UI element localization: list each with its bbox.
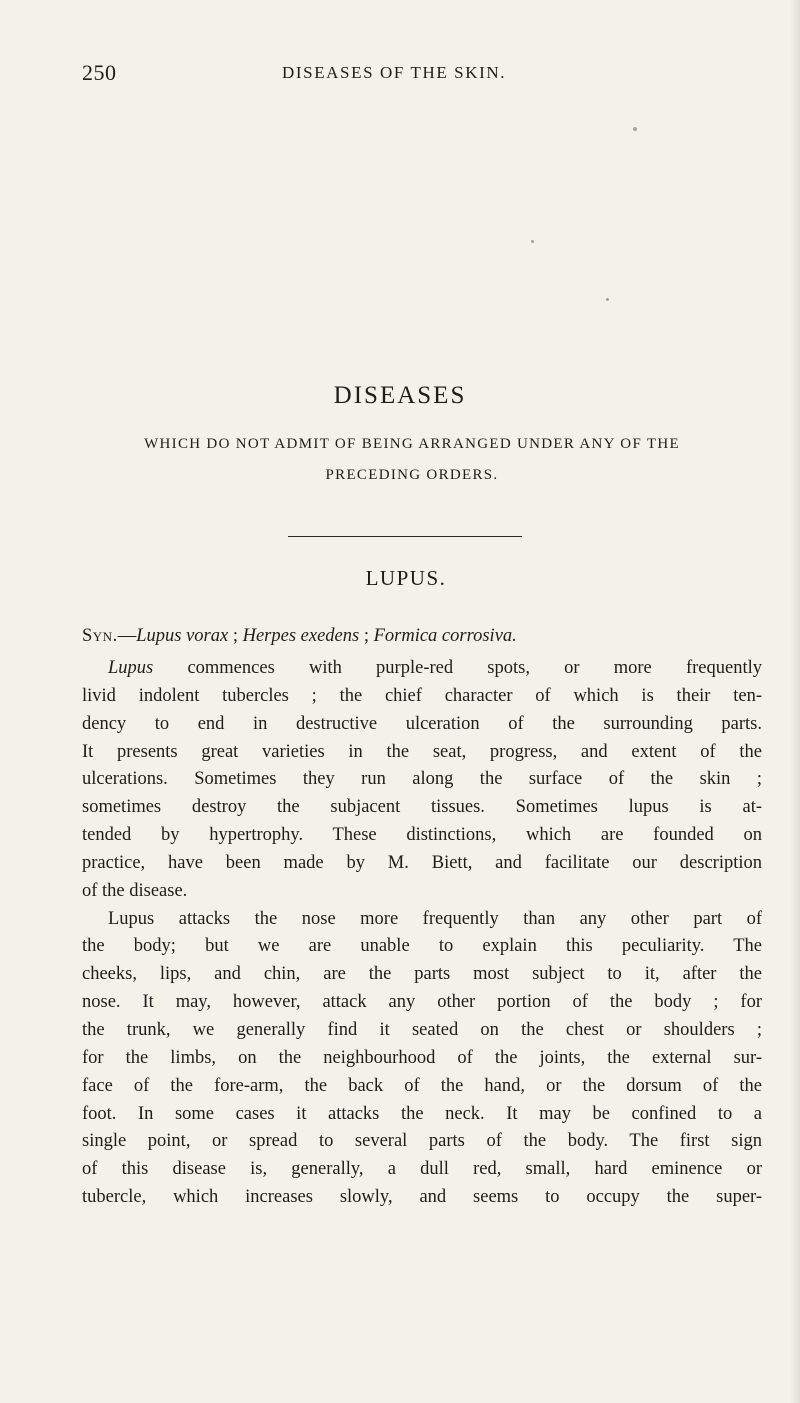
paper-speck	[633, 127, 637, 131]
page-number: 250	[82, 60, 117, 85]
running-head	[82, 60, 742, 84]
synonym-separator: ;	[228, 626, 243, 646]
paragraph-1-line: It presents great varieties in the seat, progress, and extent of the	[82, 741, 762, 762]
synonym-term: Formica corrosiva.	[373, 626, 517, 646]
section-title: DISEASES	[333, 382, 467, 409]
section-subtitle	[82, 429, 742, 491]
article-title: LUPUS.	[365, 566, 447, 590]
paragraph-1-line: of the disease.	[82, 880, 188, 901]
body-text	[82, 655, 762, 1212]
synonym-term: Herpes exedens	[242, 626, 360, 646]
paragraph-2-line: the trunk, we generally find it seated on the chest or shoulders ;	[82, 1019, 762, 1040]
paragraph-1-line: tended by hypertrophy. These distinctions, which are founded on	[82, 825, 762, 846]
paragraph-2-line: single point, or spread to several parts of the body. The first sign	[82, 1131, 762, 1152]
paper-speck	[531, 240, 534, 243]
synonym-separator: ;	[359, 626, 374, 646]
section-subtitle-line: WHICH DO NOT ADMIT OF BEING ARRANGED UNDER ANY OF THE	[144, 436, 680, 452]
paragraph-2-line: tubercle, which increases slowly, and seems to occupy the super-	[82, 1187, 762, 1208]
synonym-term: Lupus vorax	[136, 626, 229, 646]
paragraph-2-line: of this disease is, generally, a dull red, small, hard eminence or	[82, 1159, 762, 1180]
paragraph-2-line: cheeks, lips, and chin, are the parts most subject to it, after the	[82, 964, 762, 985]
paper-speck	[606, 298, 609, 301]
synonyms-dash: —	[117, 626, 137, 646]
lead-word: Lupus	[108, 658, 154, 678]
paragraph-1-line: ulcerations. Sometimes they run along the surface of the skin ;	[82, 769, 762, 790]
synonyms-label: Syn.	[82, 626, 118, 646]
paragraph-2-line: the body; but we are unable to explain this peculiarity. The	[82, 936, 762, 957]
paragraph-1-line: sometimes destroy the subjacent tissues. Sometimes lupus is at-	[82, 797, 762, 818]
paragraph-1-line: dency to end in destructive ulceration of the surrounding parts.	[82, 713, 762, 734]
synonyms-line	[82, 622, 762, 650]
section-subtitle-line: PRECEDING ORDERS.	[325, 467, 499, 483]
paragraph-1-line: livid indolent tubercles ; the chief character of which is their ten-	[82, 685, 762, 706]
paragraph-1-line: practice, have been made by M. Biett, and facilitate our description	[82, 852, 762, 873]
paragraph-2-line: nose. It may, however, attack any other portion of the body ; for	[82, 992, 762, 1013]
paragraph-2-line: Lupus attacks the nose more frequently than any other part of	[108, 908, 762, 929]
paragraph-2-line: foot. In some cases it attacks the neck. It may be confined to a	[82, 1103, 762, 1124]
running-title: DISEASES OF THE SKIN.	[282, 63, 507, 82]
paragraph-2-line: for the limbs, on the neighbourhood of the joints, the external sur-	[82, 1047, 762, 1068]
section-divider	[288, 536, 522, 537]
paragraph-1-line: Lupus commences with purple-red spots, or more frequently	[108, 658, 762, 678]
paragraph-2-line: face of the fore-arm, the back of the hand, or the dorsum of the	[82, 1075, 762, 1096]
